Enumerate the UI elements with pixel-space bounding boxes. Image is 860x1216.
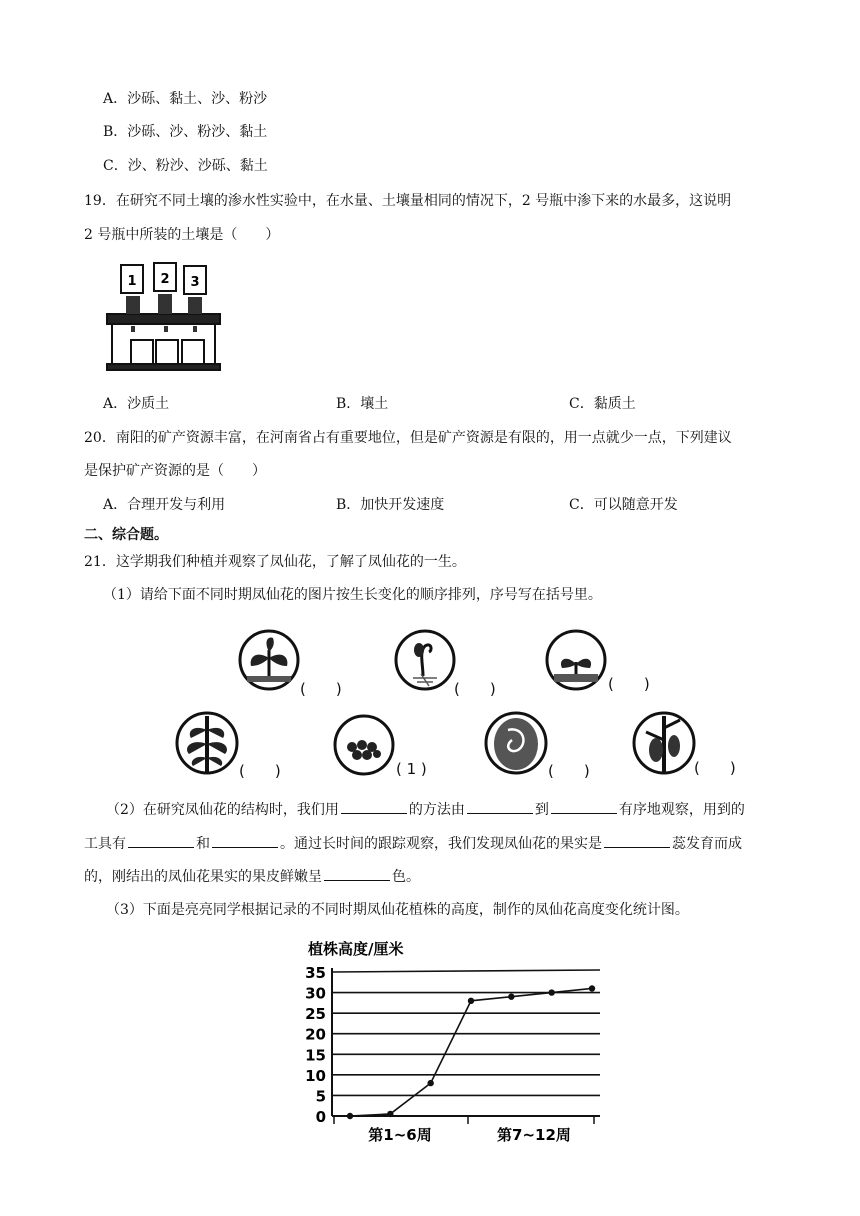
- q19-option-c: C．黏质土: [569, 396, 636, 412]
- stage-answer-paren-filled[interactable]: ( 1 ): [396, 760, 427, 778]
- answer-blank[interactable]: [604, 833, 670, 848]
- section-heading: 二、综合题。: [84, 527, 168, 543]
- data-point: [548, 989, 554, 995]
- answer-blank[interactable]: [128, 833, 194, 848]
- q20-option-c: C．可以随意开发: [569, 497, 678, 513]
- x-group-label: 第1~6周: [368, 1126, 432, 1144]
- y-tick-label: 15: [305, 1046, 326, 1065]
- q19-option-a: A．沙质土: [103, 396, 170, 412]
- data-point: [468, 998, 474, 1004]
- q21-part2-line1: [106, 799, 745, 820]
- q18-option-b: B．沙砾、沙、粉沙、黏土: [103, 124, 268, 140]
- q21-part1-prompt: （1）请给下面不同时期凤仙花的图片按生长变化的顺序排列，序号写在括号里。: [103, 587, 602, 603]
- y-tick-label: 0: [315, 1108, 326, 1126]
- q20-stem-line2: 是保护矿产资源的是（ ）: [84, 463, 266, 479]
- y-tick-label: 35: [305, 964, 326, 982]
- height-series-line: [350, 988, 592, 1116]
- stage-tall-plant-picture: [175, 710, 239, 776]
- q21-part3-prompt: （3）下面是亮亮同学根据记录的不同时期凤仙花植株的高度，制作的凤仙花高度变化统计图。: [106, 902, 689, 918]
- q21-intro: 21．这学期我们种植并观察了凤仙花，了解了凤仙花的一生。: [84, 554, 466, 570]
- q20-option-a: A．合理开发与利用: [103, 497, 226, 513]
- data-point: [387, 1111, 393, 1117]
- stage-answer-paren[interactable]: ( ): [548, 762, 590, 780]
- stage-sprout-picture: [544, 628, 608, 692]
- q18-option-c: C．沙、粉沙、沙砾、黏土: [103, 158, 268, 174]
- data-point: [427, 1080, 433, 1086]
- chart-ylabel: 植株高度/厘米: [308, 940, 404, 958]
- stage-flower-picture: [484, 710, 548, 776]
- stage-fruit-picture: [632, 710, 696, 776]
- q19-stem-line2: 2 号瓶中所装的土壤是（ ）: [84, 227, 280, 243]
- stage-answer-paren[interactable]: ( ): [694, 759, 736, 777]
- part2-text: 。通过长时间的跟踪观察，我们发现凤仙花的果实是: [280, 836, 602, 852]
- q21-part2-line3: [84, 866, 420, 887]
- part2-text: 工具有: [84, 836, 126, 852]
- height-change-chart: [290, 938, 610, 1144]
- y-tick-label: 30: [305, 984, 326, 1003]
- x-group-label: 第7~12周: [497, 1126, 571, 1144]
- data-point: [589, 985, 595, 991]
- bottle-label-1: 1: [127, 274, 137, 289]
- stage-answer-paren[interactable]: ( ): [239, 762, 281, 780]
- q19-option-b: B．壤土: [336, 396, 389, 412]
- answer-blank[interactable]: [551, 799, 617, 814]
- part2-text: 的，刚结出的凤仙花果实的果皮鲜嫩呈: [84, 869, 322, 885]
- part2-text: 蕊发育而成: [672, 836, 742, 852]
- q20-stem-line1: 20．南阳的矿产资源丰富，在河南省占有重要地位，但是矿产资源是有限的，用一点就少一点，下列建议: [84, 430, 732, 446]
- part2-text: 的方法由: [408, 802, 465, 818]
- part2-text: 和: [196, 836, 210, 852]
- stage-answer-paren[interactable]: ( ): [300, 680, 342, 698]
- stage-answer-paren[interactable]: ( ): [608, 675, 650, 693]
- gridline: [332, 970, 600, 972]
- q18-option-a: A．沙砾、黏土、沙、粉沙: [103, 91, 268, 107]
- seepage-apparatus-illustration: [104, 262, 224, 372]
- answer-blank[interactable]: [467, 799, 533, 814]
- stage-answer-paren[interactable]: ( ): [454, 680, 496, 698]
- stage-seedling-leaves-picture: [237, 628, 301, 692]
- q21-part2-line2: [84, 833, 742, 854]
- bottle-label-3: 3: [190, 275, 200, 290]
- q19-stem-line1: 19．在研究不同土壤的渗水性实验中，在水量、土壤量相同的情况下，2 号瓶中渗下来的水最多，这说明: [84, 193, 732, 209]
- y-tick-label: 5: [315, 1087, 326, 1106]
- data-point: [508, 993, 514, 999]
- y-tick-label: 25: [305, 1005, 326, 1024]
- data-point: [347, 1113, 353, 1119]
- stage-germinating-seed-picture: [393, 628, 457, 692]
- answer-blank[interactable]: [324, 866, 390, 881]
- q20-option-b: B．加快开发速度: [336, 497, 445, 513]
- bottle-label-2: 2: [160, 272, 170, 287]
- stage-seeds-picture: [332, 713, 396, 777]
- part2-text: （2）在研究凤仙花的结构时，我们用: [106, 802, 339, 818]
- y-tick-label: 20: [305, 1025, 326, 1044]
- y-tick-label: 10: [305, 1066, 326, 1085]
- answer-blank[interactable]: [212, 833, 278, 848]
- part2-text: 色。: [392, 869, 420, 885]
- part2-text: 有序地观察，用到的: [618, 802, 745, 818]
- answer-blank[interactable]: [341, 799, 407, 814]
- part2-text: 到: [534, 802, 549, 818]
